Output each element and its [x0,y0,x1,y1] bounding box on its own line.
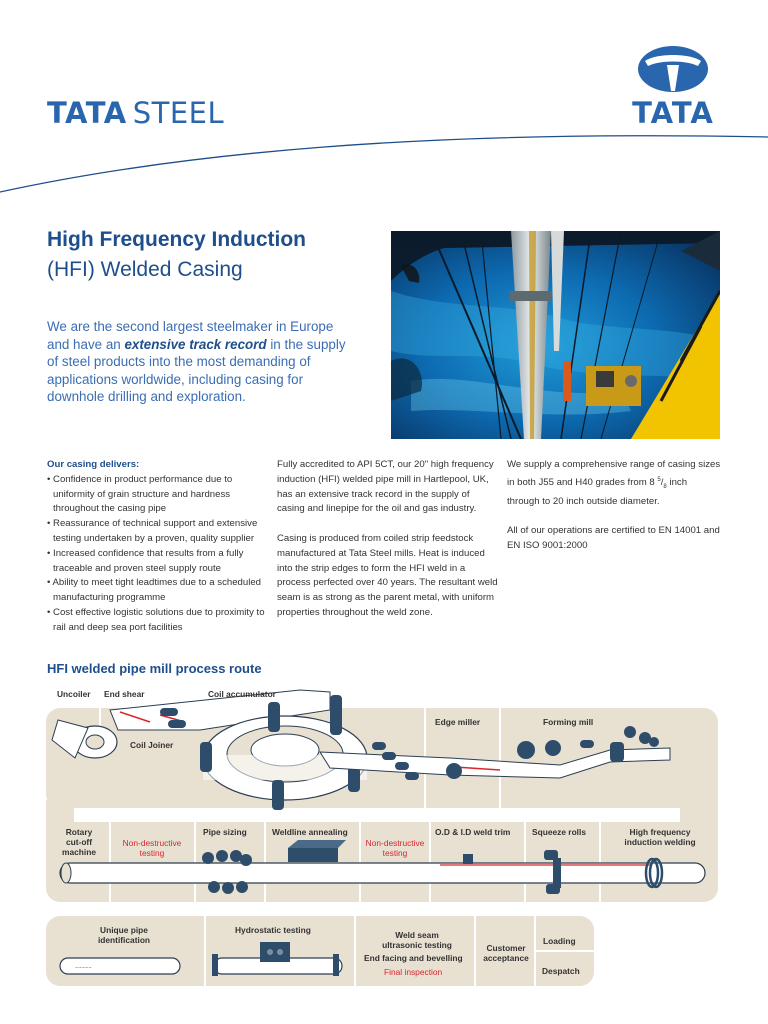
intro-paragraph [47,318,352,406]
brand-light-text: STEEL [132,96,225,130]
ndt2-label: Non-destructive testing [365,838,425,858]
fraction-denominator: 8 [663,483,667,490]
uncoiler-label: Uncoiler [57,689,91,699]
weld-seam-ut-label: Weld seam ultrasonic testing [382,930,452,950]
hf-welding-label: High frequency induction welding [624,827,696,847]
benefit-item: • Ability to meet tight leadtimes due to a scheduled manufacturing programme [47,577,262,604]
header-curve-divider [0,125,768,200]
benefit-item: • Increased confidence that results from a fully traceable and proven steel supply route [47,547,244,574]
final-inspection-label: Final inspection [384,967,443,977]
loading-label: Loading [543,936,576,946]
pipe-sizing-label: Pipe sizing [203,827,247,837]
rotary-cutoff-label: Rotary cut-off machine [62,827,96,857]
edge-miller-label: Edge miller [435,717,481,727]
end-shear-label: End shear [104,689,145,699]
coil-accumulator-label: Coil accumulator [208,689,276,699]
benefit-item: • Reassurance of technical support and extensive testing undertaken by a proven, quality supplier [47,518,258,544]
despatch-label: Despatch [542,966,580,976]
range-column [507,458,722,569]
squeeze-rolls-label: Squeeze rolls [532,827,586,837]
benefits-column [47,458,272,636]
offshore-drilling-photo [391,231,720,439]
page-title: High Frequency Induction [47,228,307,251]
process-diagram [0,680,768,1024]
tata-logo-icon [636,44,710,94]
page-subtitle: (HFI) Welded Casing [47,258,243,281]
intro-text-2: in the supply of steel products into the most demanding of applications worldwide, including casing for downhole drilling and exploration. [47,336,346,404]
weldline-annealing-label: Weldline annealing [272,827,348,837]
range-paragraph: We supply a comprehensive range of casing sizes in both J55 and H40 grades from 8 $^5/_8$ inch through to 20 inch outside diameter. [507,459,721,507]
process-title: HFI welded pipe mill process route [47,661,262,676]
benefit-item: • Cost effective logistic solutions due to proximity to rail and deep sea port facilities [47,606,265,633]
customer-acceptance-label: Customer acceptance [483,943,529,963]
certification-paragraph: All of our operations are certified to EN 14001 and EN ISO 9001:2000 [507,525,720,552]
range-text-b: inch through to 20 inch outside diameter. [507,476,688,507]
end-facing-label: End facing and bevelling [364,953,463,963]
benefit-item: • Confidence in product performance due to uniformity of grain structure and hardness throughout the casing pipe [47,473,233,515]
hydrostatic-label: Hydrostatic testing [235,925,311,935]
benefits-heading: Our casing delivers: [47,459,140,470]
forming-mill-label: Forming mill [543,717,594,727]
accreditation-paragraph: Fully accredited to API 5CT, our 20" high frequency induction (HFI) welded pipe mill in Hartlepool, UK, has an extensive track record in the supply of casing and linepipe for the oil and gas industry. [277,459,494,515]
tata-logo-wordmark: TATA [632,96,714,130]
fraction-numerator: 5 [657,476,661,483]
production-paragraph: Casing is produced from coiled strip feedstock manufactured at Tata Steel mills. Heat is induced into the strip edges to form the HFI weld in a process perfected over 40 years. The resultant weld seam is as strong as the parent metal, with uniform properties throughout the weld zone. [277,532,498,618]
accreditation-column [277,458,499,636]
svg-text:~~~~~: ~~~~~ [75,965,92,970]
range-text-a: We supply a comprehensive range of casing sizes in both J55 and H40 grades from 8 [507,459,721,488]
intro-emphasis: extensive track record [124,336,267,352]
ndt1-label: Non-destructive testing [122,838,182,858]
intro-text-1: We are the second largest steelmaker in Europe and have an [47,319,334,352]
coil-joiner-label: Coil Joiner [130,740,174,750]
benefits-list [47,473,272,636]
weld-trim-label: O.D & I.D weld trim [435,827,511,837]
unique-id-label: Unique pipe identification [97,925,151,945]
brand-bold-text: TATA [47,96,127,130]
